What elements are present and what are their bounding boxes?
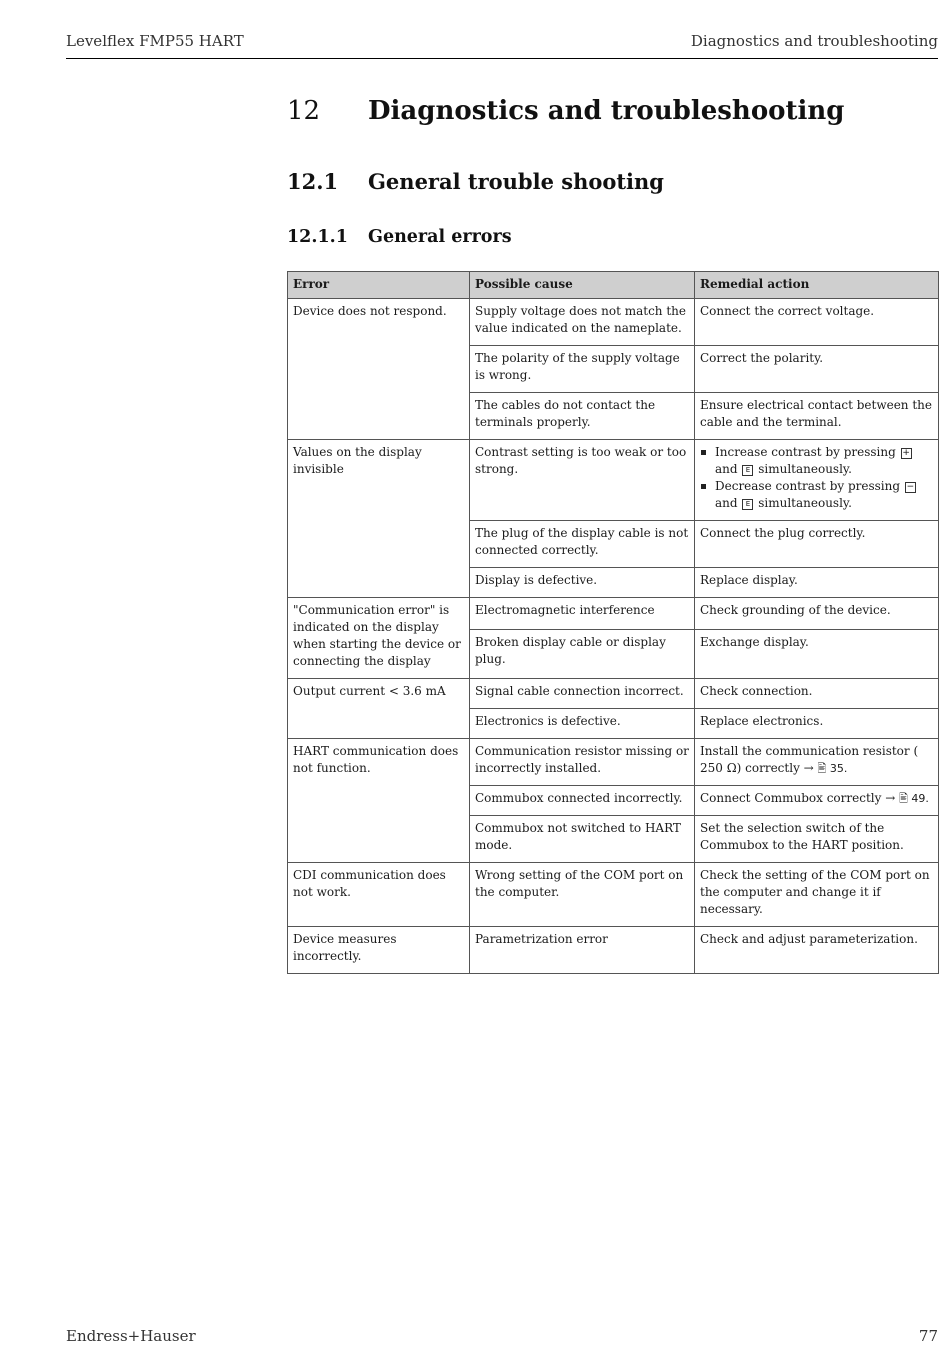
table-row (288, 679, 939, 709)
error-cell: Values on the display invisible (288, 440, 470, 598)
table-row (288, 299, 939, 346)
cause-cell: Supply voltage does not match the value indicated on the nameplate. (470, 299, 695, 346)
table-row (288, 739, 939, 786)
footer-brand: Endress+Hauser (66, 1327, 196, 1345)
action-cell: Connect the correct voltage. (695, 299, 939, 346)
action-list-item (700, 444, 933, 478)
action-cell (695, 786, 939, 816)
cause-cell: The plug of the display cable is not connected correctly. (470, 521, 695, 568)
action-cell: Ensure electrical contact between the cable and the terminal. (695, 393, 939, 440)
error-cell: Output current < 3.6 mA (288, 679, 470, 739)
cause-cell: The polarity of the supply voltage is wrong. (470, 346, 695, 393)
minus-key-icon: − (906, 482, 915, 492)
error-cell: Device does not respond. (288, 299, 470, 440)
action-cell (695, 440, 939, 521)
action-cell: Replace electronics. (695, 709, 939, 739)
subsection-heading (287, 227, 512, 247)
general-errors-table (287, 271, 939, 974)
action-cell: Replace display. (695, 568, 939, 598)
header-section: Diagnostics and troubleshooting (690, 32, 938, 50)
cause-cell: Display is defective. (470, 568, 695, 598)
action-cell: Exchange display. (695, 629, 939, 678)
action-text: Connect Commubox correctly → (700, 791, 896, 805)
chapter-number: 12 (287, 96, 321, 126)
table-row (288, 927, 939, 974)
chapter-heading (287, 96, 844, 126)
cause-cell: Commubox not switched to HART mode. (470, 816, 695, 863)
action-list-item (700, 478, 933, 512)
cause-cell: Signal cable connection incorrect. (470, 679, 695, 709)
table-row (288, 598, 939, 630)
page-number: 77 (918, 1327, 938, 1345)
action-list (700, 444, 933, 512)
column-header-action: Remedial action (695, 272, 939, 299)
table-row (288, 440, 939, 521)
error-cell: "Communication error" is indicated on the display when starting the device or connecting the display (288, 598, 470, 679)
enter-key-icon: E (742, 499, 753, 510)
enter-key-icon: E (742, 465, 753, 476)
page-header (66, 30, 938, 59)
action-cell: Check and adjust parameterization. (695, 927, 939, 974)
action-cell: Check the setting of the COM port on the computer and change it if necessary. (695, 863, 939, 927)
header-product: Levelflex FMP55 HART (66, 32, 244, 50)
action-text: and (715, 496, 738, 510)
table-header-row (288, 272, 939, 299)
action-cell (695, 739, 939, 786)
subsection-number: 12.1.1 (287, 227, 348, 247)
column-header-error: Error (288, 272, 470, 299)
page-reference-link[interactable]: 🖹 35. (817, 762, 848, 775)
action-cell: Connect the plug correctly. (695, 521, 939, 568)
action-cell: Set the selection switch of the Commubox to the HART position. (695, 816, 939, 863)
action-cell: Check connection. (695, 679, 939, 709)
error-cell: Device measures incorrectly. (288, 927, 470, 974)
section-heading (287, 169, 664, 194)
section-number: 12.1 (287, 169, 339, 194)
cause-cell: Broken display cable or display plug. (470, 629, 695, 678)
subsection-title: General errors (368, 227, 512, 247)
error-cell: CDI communication does not work. (288, 863, 470, 927)
page-reference-link[interactable]: 🖹 49. (899, 792, 929, 805)
error-cell: HART communication does not function. (288, 739, 470, 863)
chapter-title: Diagnostics and troubleshooting (368, 96, 845, 126)
action-text: and (715, 462, 738, 476)
cause-cell: Electronics is defective. (470, 709, 695, 739)
cause-cell: Communication resistor missing or incorrectly installed. (470, 739, 695, 786)
column-header-cause: Possible cause (470, 272, 695, 299)
table-row (288, 863, 939, 927)
action-cell: Check grounding of the device. (695, 598, 939, 630)
action-text: Increase contrast by pressing (715, 445, 896, 459)
action-text: Decrease contrast by pressing (715, 479, 901, 493)
cause-cell: Wrong setting of the COM port on the computer. (470, 863, 695, 927)
section-title: General trouble shooting (368, 169, 664, 194)
cause-cell: Electromagnetic interference (470, 598, 695, 630)
cause-cell: Contrast setting is too weak or too strong. (470, 440, 695, 521)
plus-key-icon: + (902, 448, 910, 458)
action-text: simultaneously. (758, 462, 852, 476)
cause-cell: Commubox connected incorrectly. (470, 786, 695, 816)
action-cell: Correct the polarity. (695, 346, 939, 393)
action-text: simultaneously. (758, 496, 852, 510)
cause-cell: Parametrization error (470, 927, 695, 974)
cause-cell: The cables do not contact the terminals properly. (470, 393, 695, 440)
action-text: Install the communication resistor ( 250 Ω) correctly → (700, 744, 919, 775)
